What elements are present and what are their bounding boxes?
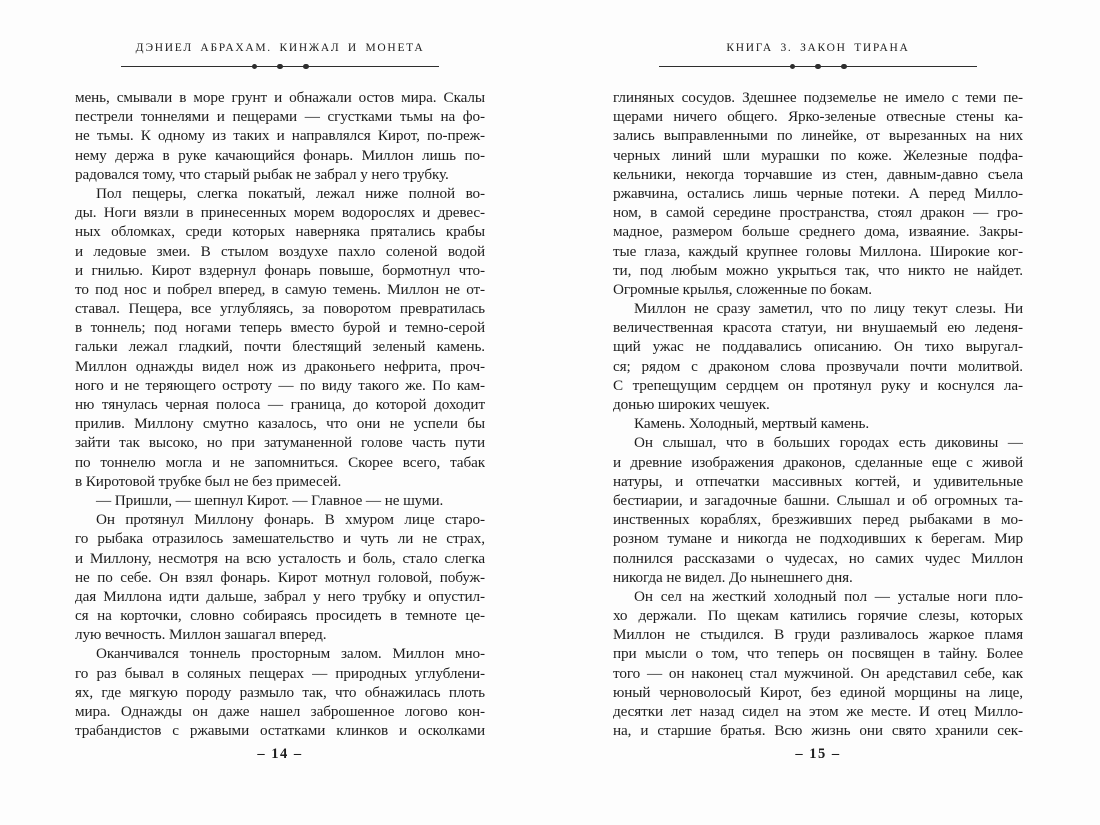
text-line: ях, где мягкую породу размыло так, что обнажилась плоть: [75, 683, 485, 701]
text-line: ного и не теряющего остроту — по виду такого же. По кам-: [75, 376, 485, 394]
ornament-dot-icon: [303, 64, 309, 70]
text-line: радовался тому, что старый рыбак не забрал у него трубку.: [75, 165, 449, 183]
text-line: юный черноволосый Кирот, без единой морщины на лице,: [613, 683, 1023, 701]
text-line: при мысли о том, что теперь он посвящен в тайну. Более: [613, 645, 1023, 663]
text-line: Он сел на жесткий холодный пол — усталые ноги пло-: [634, 587, 1023, 605]
text-line: Пол пещеры, слегка покатый, лежал ниже полной во-: [96, 184, 485, 202]
ornament-dot-icon: [815, 64, 821, 70]
text-line: гальки лежал гладкий, почти блестящий зеленый камень.: [75, 338, 485, 356]
text-line: С трепещущим сердцем он протянул руку и коснулся ла-: [613, 376, 1023, 394]
text-line: Он слышал, что в больших городах есть диковины —: [634, 434, 1023, 452]
text-line: дая Миллона идти дальше, забрал у него трубку и опустил-: [75, 587, 485, 605]
page-number: – 15 –: [795, 746, 841, 763]
text-line: не по себе. Он взял фонарь. Кирот мотнул головой, побуж-: [75, 568, 485, 586]
text-line: Он протянул Миллону фонарь. В хмуром лице старо-: [96, 511, 485, 529]
text-line: полнился рассказами о чудесах, но самих чудес Миллон: [613, 549, 1023, 567]
text-line: трабандистов с ржавыми остатками клинков и осколками: [75, 722, 485, 740]
text-line: инственных кораблях, брезживших перед рыбаками в мо-: [613, 511, 1023, 529]
text-line: го раз бывал в соляных пещерах — природных углублени-: [75, 664, 485, 682]
text-line: — Пришли, — шепнул Кирот. — Главное — не шуми.: [96, 491, 444, 509]
text-line: мира. Однажды он даже нашел заброшенное логово кон-: [75, 703, 485, 720]
text-line: никогда не видел. До нынешнего дня.: [613, 568, 853, 586]
text-line: по тоннелю могла и не запомниться. Скорее всего, табак: [75, 453, 485, 471]
text-line: ных обломках, среди которых наверняка прятались крабы: [75, 223, 485, 241]
text-line: го рыбака отразилось замешательство и чуть ли не страх,: [75, 530, 485, 548]
text-line: нему держа в руке качающийся фонарь. Миллон лишь по-: [75, 146, 485, 164]
page-left: [75, 0, 485, 763]
text-line: ставал. Пещера, все углубляясь, за поворотом превратилась: [75, 300, 485, 318]
text-line: Камень. Холодный, мертвый камень.: [634, 415, 870, 433]
text-line: ся на корточки, словно собираясь просидеть в темноте це-: [75, 607, 485, 625]
running-head-left: ДЭНИЕЛ АБРАХАМ. КИНЖАЛ И МОНЕТА: [135, 42, 425, 54]
ornament-dot-icon: [841, 64, 847, 70]
running-head-right: КНИГА 3. ЗАКОН ТИРАНА: [726, 42, 910, 54]
ornament-dot-icon: [252, 64, 258, 70]
text-line: десятки лет назад сидел на этом же месте. И отец Милло-: [613, 703, 1023, 720]
text-line: ти, под любым можно укрыться так, что никто не найдет.: [613, 261, 1023, 279]
text-line: Миллон не сразу заметил, что по лицу текут слезы. Ни: [634, 300, 1023, 318]
ornament-dot-icon: [277, 64, 283, 70]
text-line: Оканчивался тоннель просторным залом. Миллон мно-: [96, 645, 485, 663]
text-line: натуры, и отпечатки массивных когтей, и удивительные: [613, 472, 1023, 490]
text-line: ся; рядом с драконом слова прозвучали почти молитвой.: [613, 357, 1023, 375]
text-line: Огромные крылья, сложенные по бокам.: [613, 280, 872, 298]
text-line: мадное, размером больше среднего дома, изваяние. Закры-: [613, 223, 1023, 241]
text-line: щий ужас не поддавались описанию. Он тихо выругал-: [613, 338, 1023, 356]
ornament-dot-icon: [790, 64, 796, 70]
page-number: – 14 –: [257, 746, 303, 763]
text-line: и гнилью. Кирот вздернул фонарь повыше, бормотнул что-: [75, 261, 485, 279]
text-line: того — он наконец стал мужчиной. Он аредставил себе, как: [613, 664, 1023, 682]
text-line: бестиарии, и загадочные башни. Слышал и об огромных та-: [613, 491, 1023, 509]
text-line: пестрели тоннелями и пещерами — сгустками тьмы на фо-: [75, 108, 485, 126]
text-line: розном тумане и никогда не подходивших к берегам. Мир: [613, 530, 1023, 548]
text-line: прилив. Миллону смутно казалось, что они не успели бы: [75, 415, 485, 433]
text-line: ржавчина, остались лишь черные потеки. А перед Милло-: [613, 184, 1023, 202]
text-line: зайти так высоко, но при затуманенной голове часть пути: [75, 434, 485, 452]
text-line: ды. Ноги вязли в принесенных морем водорослях и древес-: [75, 204, 485, 222]
text-line: мень, смывали в море грунт и обнажали остов мира. Скалы: [75, 89, 485, 106]
text-line: на, и старшие братья. Всю жизнь они свято хранили сек-: [613, 722, 1023, 740]
text-line: и древние изображения драконов, сделанные еще с живой: [613, 453, 1023, 471]
text-line: в тоннель; под ногами теперь вместо бурой и темно-серой: [75, 319, 485, 337]
text-line: щерами ничего общего. Ярко-зеленые отвесные стены ка-: [613, 108, 1023, 126]
text-line: величественная красота статуи, ни внушаемый ею леденя-: [613, 319, 1023, 337]
text-line: черных линий шли мурашки по коже. Железные подфа-: [613, 146, 1023, 164]
text-line: не тьмы. К одному из таких и направлялся Кирот, по-преж-: [75, 127, 485, 145]
text-line: Миллон не стыдился. В груди разливалось жаркое пламя: [613, 626, 1023, 644]
page-text: [75, 88, 485, 740]
text-line: и Миллону, несмотря на всю усталость и боль, стало слегка: [75, 549, 485, 567]
header-rule: [659, 66, 977, 67]
text-line: и ледовые змеи. В стылом воздухе пахло соленой водой: [75, 242, 485, 260]
text-line: зались выправленными по линейке, от вырезанных на них: [613, 127, 1023, 145]
text-line: то под нос и побрел вперед, в самую темень. Миллон не от-: [75, 280, 485, 298]
text-line: ню тянулась черная полоса — граница, до которой доходит: [75, 396, 485, 413]
text-line: глиняных сосудов. Здешнее подземелье не имело с теми пе-: [613, 89, 1023, 106]
text-line: хо держали. По щекам катились горячие слезы, которых: [613, 607, 1023, 625]
header-rule: [121, 66, 439, 67]
text-line: донью широких чешуек.: [613, 396, 770, 413]
text-line: лую вечность. Миллон зашагал вперед.: [75, 626, 327, 644]
text-line: кельники, некогда торчавшие из стен, давным-давно съела: [613, 165, 1023, 183]
text-line: в Киротовой трубке был не без примесей.: [75, 472, 342, 490]
text-line: Миллон однажды видел нож из драконьего нефрита, проч-: [75, 357, 485, 375]
page-text: [613, 88, 1023, 740]
text-line: тые глаза, каждый крупнее головы Миллона. Широкие ког-: [613, 242, 1023, 260]
text-line: ном, в самой середине пространства, стоял дракон — гро-: [613, 204, 1023, 222]
page-right: [613, 0, 1023, 763]
